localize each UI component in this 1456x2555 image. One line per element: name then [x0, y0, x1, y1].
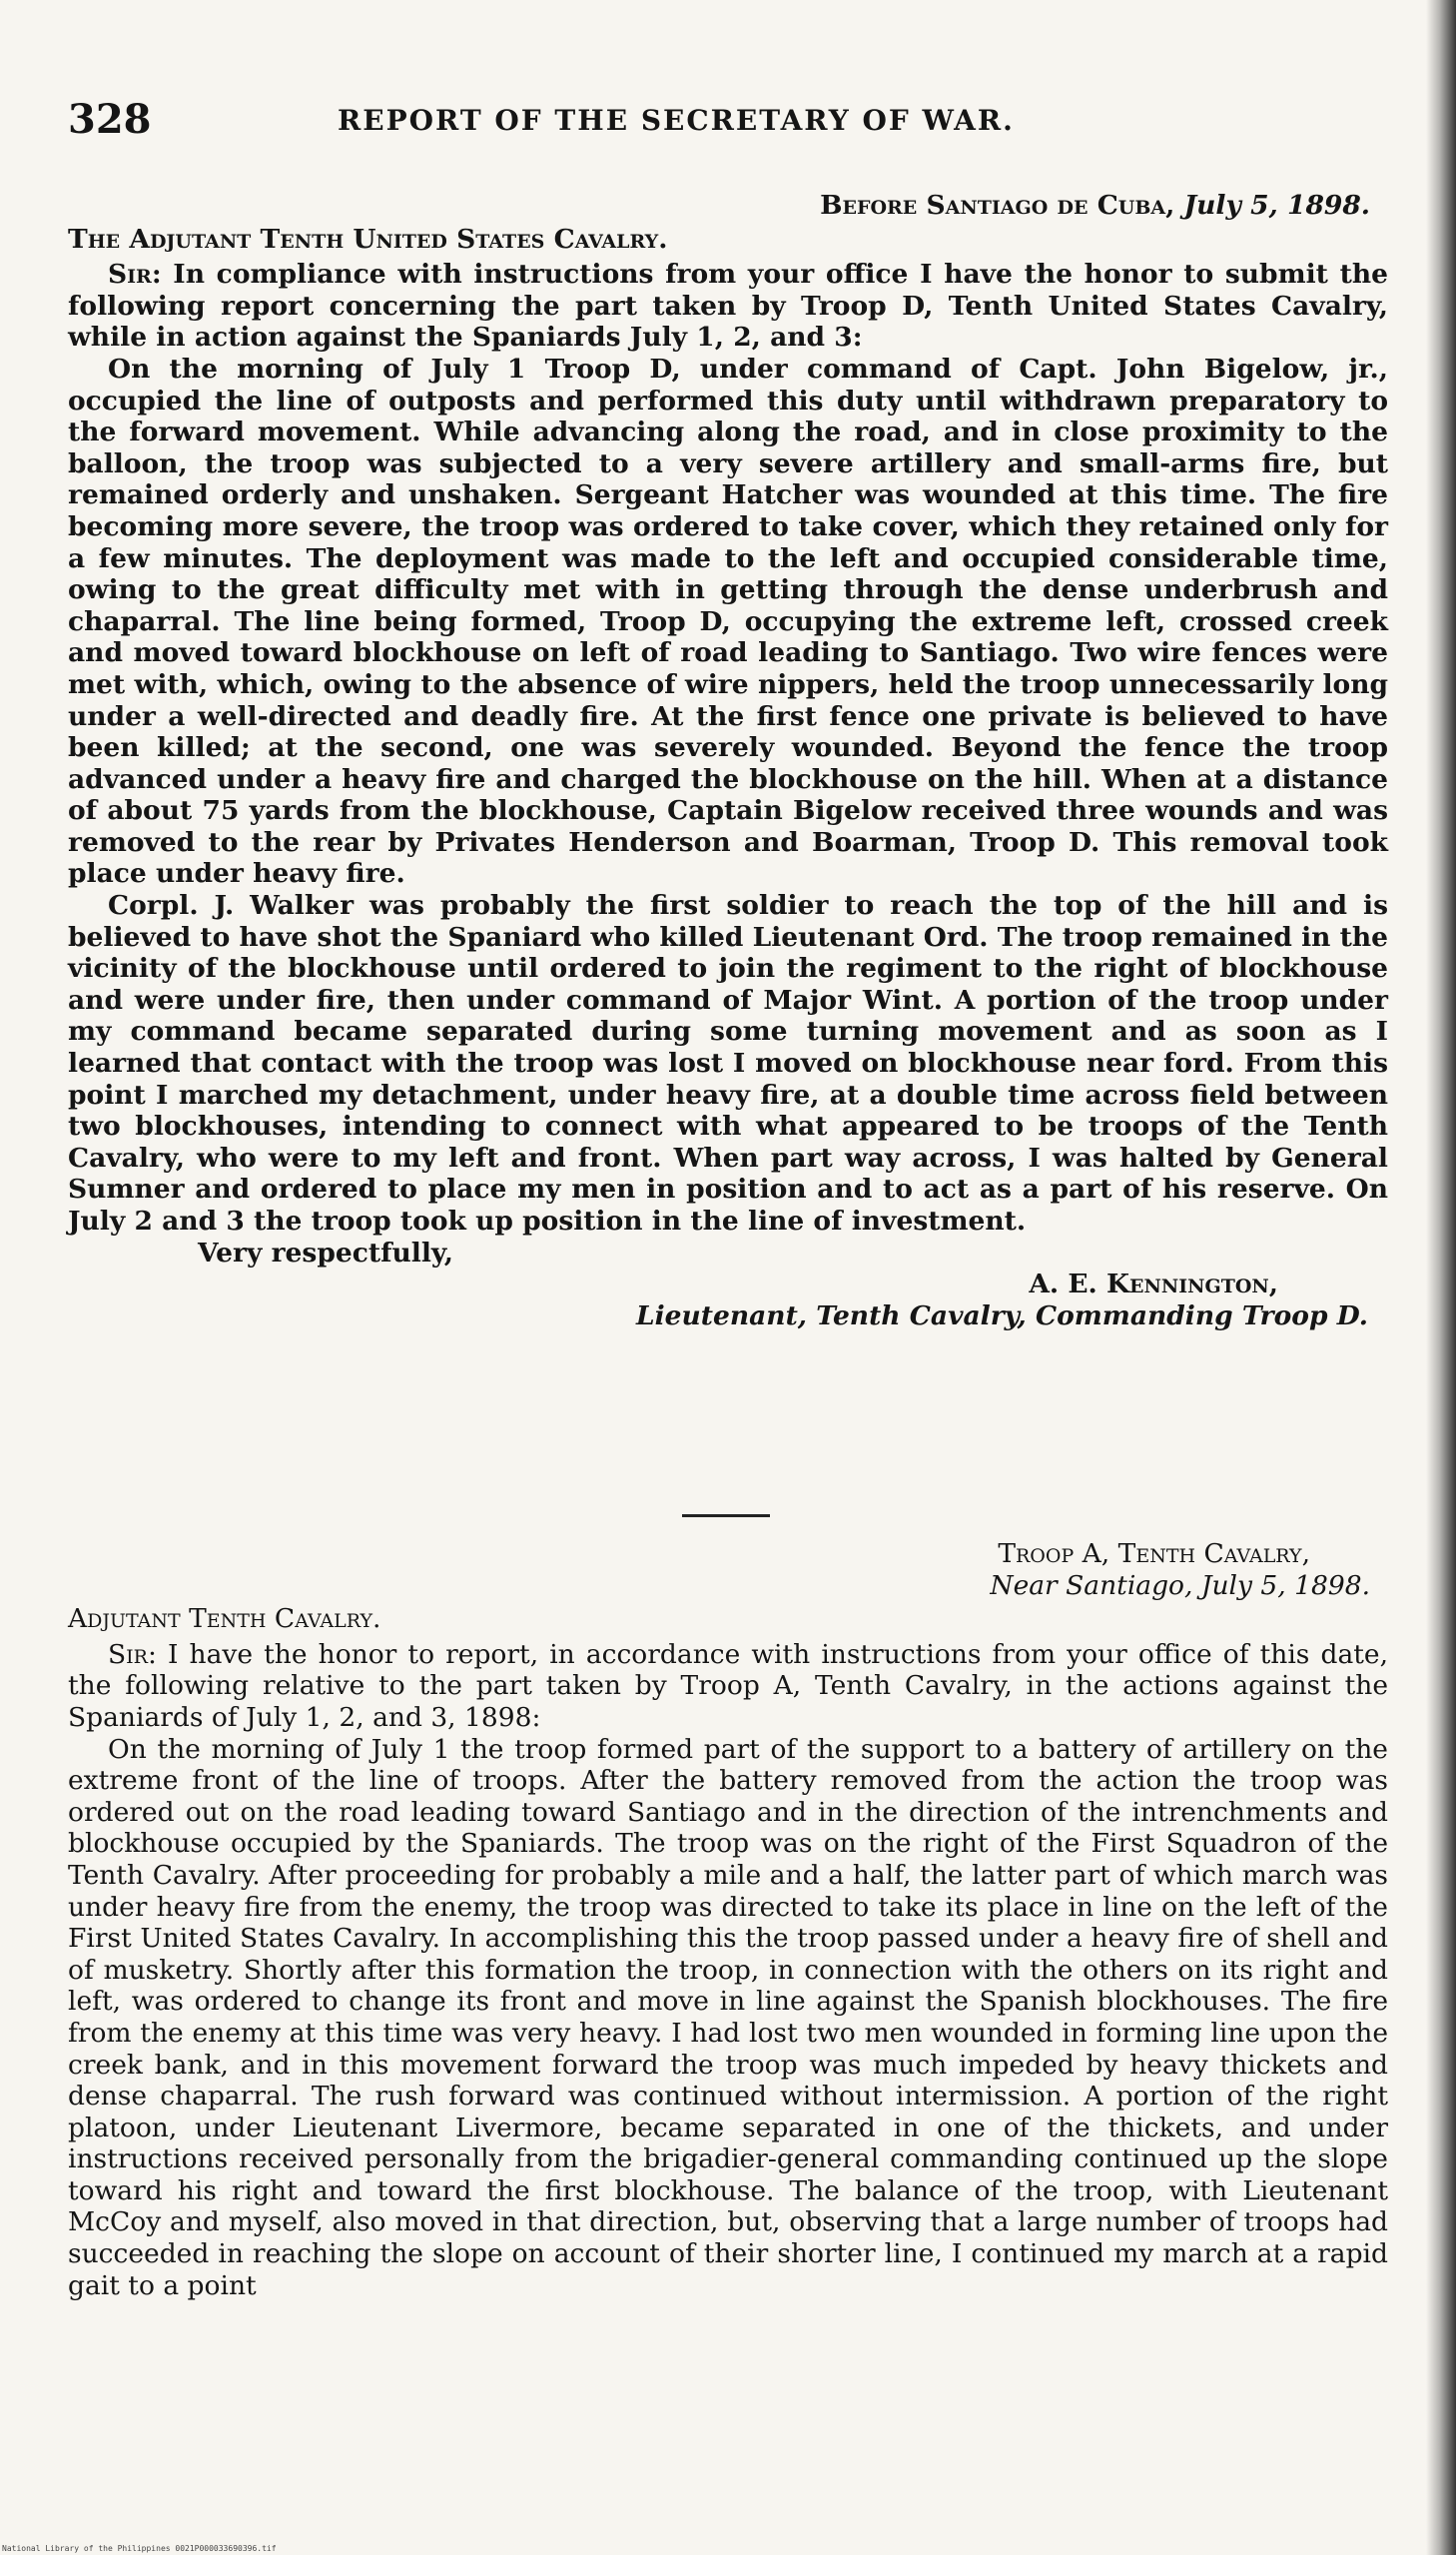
letter2-addressee: Adjutant Tenth Cavalry. — [68, 1603, 381, 1635]
letter1-signer-title: Lieutenant, Tenth Cavalry, Commanding Troop D. — [635, 1299, 1368, 1331]
letter1-salutation: Sir: — [108, 259, 162, 291]
letter1-dateline-place: Before Santiago de Cuba, — [820, 190, 1175, 221]
letter1-dateline-date: July 5, 1898. — [1183, 190, 1370, 221]
letter2-dateline-line1: Troop A, Tenth Cavalry, — [998, 1538, 1310, 1569]
letter1-paragraph: Corpl. J. Walker was probably the first soldier to reach the top of the hill and is believed to have shot the Spaniard who killed Lieutenant Ord. The troop remained in the vicinity of the blockhouse until ordered to join the regiment to the right of blockhouse and were under fire, then under command of Major Wint. A portion of the troop under my command became separated during some turning movement and as soon as I learned that contact with the troop was lost I moved on blockhouse near ford. From this point I marched my detachment, under heavy fire, at a double time across field between two blockhouses, intending to connect with what appeared to be troops of the Tenth Cavalry, who were to my left and front. When part way across, I was halted by General Sumner and ordered to place my men in position and to act as a part of his reserve. On July 2 and 3 the troop took up position in the line of investment. — [68, 890, 1389, 1237]
letter2-dateline — [68, 1538, 1370, 1601]
scan-footer-label: National Library of the Philippines 0021P000033690396.tif — [2, 2544, 277, 2553]
letter2-salutation: Sir: — [108, 1638, 157, 1670]
letter-troop-a — [68, 1538, 1388, 2301]
running-head — [68, 96, 1396, 156]
letter2-dateline-line2: Near Santiago, July 5, 1898. — [990, 1569, 1370, 1601]
letter1-paragraph — [68, 259, 1388, 354]
letter-troop-d — [68, 190, 1388, 1331]
page-number: 328 — [68, 96, 152, 143]
letter1-paragraph-text: In compliance with instructions from your office I have the honor to submit the following report concerning the part taken by Troop D, Tenth United States Cavalry, while in action against the Spaniards July 1, 2, and 3: — [68, 259, 1388, 354]
letter1-closing: Very respectfully, — [198, 1237, 453, 1269]
letter1-signer: A. E. Kennington, — [1029, 1269, 1278, 1300]
letter2-paragraph: On the morning of July 1 the troop formed part of the support to a battery of artillery on the extreme front of the line of troops. After the battery removed from the action the troop was ordered out on the road leading toward Santiago and in the direction of the intrenchments and blockhouse occupied by the Spaniards. The troop was on the right of the First Squadron of the Tenth Cavalry. After proceeding for probably a mile and a half, the latter part of which march was under heavy fire from the enemy, the troop was directed to take its place in line on the left of the First United States Cavalry. In accomplishing this the troop passed under a heavy fire of shell and of musketry. Shortly after this formation the troop, in connection with the others on its right and left, was ordered to change its front and move in line against the Spanish blockhouses. The fire from the enemy at this time was very heavy. I had lost two men wounded in forming line upon the creek bank, and in this movement forward the troop was much impeded by heavy thickets and dense chaparral. The rush forward was continued without intermission. A portion of the right platoon, under Lieutenant Livermore, became separated in one of the thickets, and under instructions received personally from the brigadier-general commanding continued up the slope toward his right and toward the first blockhouse. The balance of the troop, with Lieutenant McCoy and myself, also moved in that direction, but, observing that a large number of troops had succeeded in reaching the slope on account of their shorter line, I continued my march at a rapid gait to a point — [68, 1733, 1388, 2301]
letter2-paragraph — [68, 1639, 1388, 1734]
book-spine-shadow — [1426, 0, 1456, 2555]
letter1-paragraph: On the morning of July 1 Troop D, under command of Capt. John Bigelow, jr., occupied the line of outposts and performed this duty until withdrawn preparatory to the forward movement. While advancing along the road, and in close proximity to the balloon, the troop was subjected to a very severe artillery and small-arms fire, but remained orderly and unshaken. Sergeant Hatcher was wounded at this time. The fire becoming more severe, the troop was ordered to take cover, which they retained only for a few minutes. The deployment was made to the left and occupied considerable time, owing to the great difficulty met with in getting through the dense underbrush and chaparral. The line being formed, Troop D, occupying the extreme left, crossed creek and moved toward blockhouse on left of road leading to Santiago. Two wire fences were met with, which, owing to the absence of wire nippers, held the troop unnecessarily long under a well-directed and deadly fire. At the first fence one private is believed to have been killed; at the second, one was severely wounded. Beyond the fence the troop advanced under a heavy fire and charged the blockhouse on the hill. When at a distance of about 75 yards from the blockhouse, Captain Bigelow received three wounds and was removed to the rear by Privates Henderson and Boarman, Troop D. This removal took place under heavy fire. — [68, 353, 1388, 890]
letter1-dateline — [68, 190, 1370, 222]
letter1-addressee: The Adjutant Tenth United States Cavalry. — [68, 223, 668, 255]
section-divider — [682, 1514, 770, 1517]
letter2-paragraph-text: I have the honor to report, in accordance with instructions from your office of this date, the following relative to the part taken by Troop A, Tenth Cavalry, in the actions against the Spaniards of July 1, 2, and 3, 1898: — [68, 1638, 1388, 1733]
running-title: REPORT OF THE SECRETARY OF WAR. — [338, 104, 1015, 137]
